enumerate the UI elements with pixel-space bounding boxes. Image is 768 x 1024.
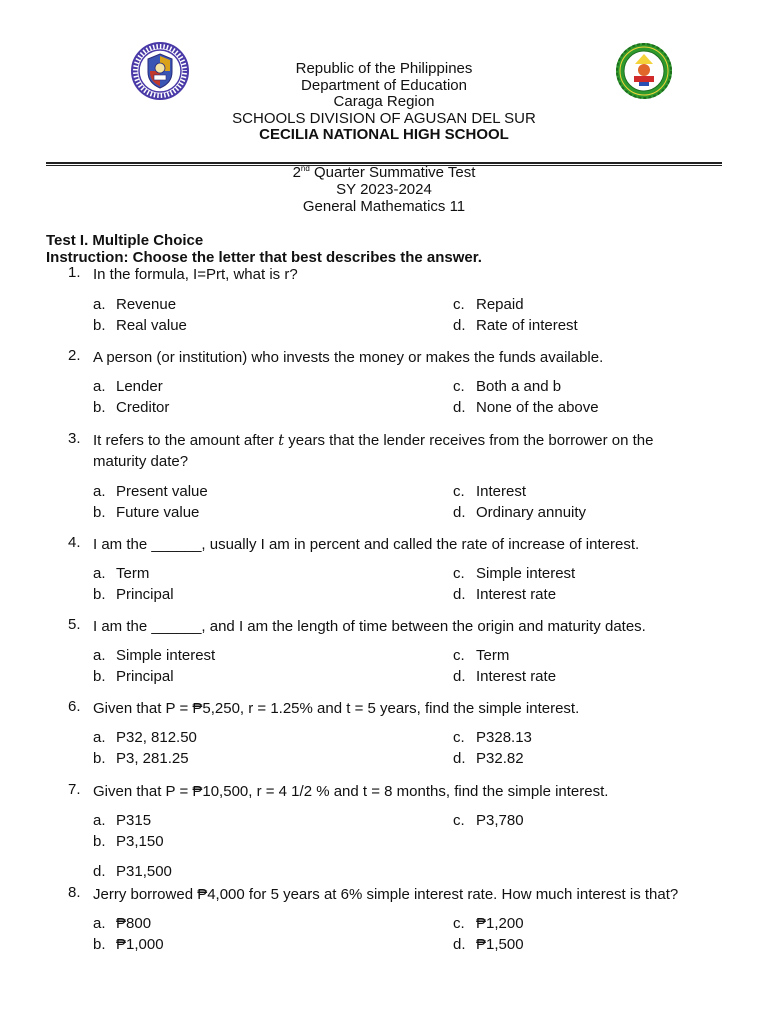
document-header bbox=[0, 61, 768, 144]
school-name: CECILIA NATIONAL HIGH SCHOOL bbox=[259, 126, 509, 143]
option-b: b. Real value bbox=[93, 317, 187, 334]
option-d: d. Interest rate bbox=[453, 668, 557, 685]
question-number: 4. bbox=[68, 534, 81, 551]
option-d: d. Rate of interest bbox=[453, 317, 578, 334]
option-b: b. P3, 281.25 bbox=[93, 750, 189, 767]
option-d: d. ₱1,500 bbox=[453, 936, 524, 953]
option-a: a. Term bbox=[93, 565, 150, 582]
question-text: Given that P = ₱10,500, r = 4 1/2 % and t = 8 months, find the simple interest. bbox=[93, 783, 609, 800]
question-number: 6. bbox=[68, 698, 81, 715]
option-b: b. Principal bbox=[93, 668, 174, 685]
option-d: d. Ordinary annuity bbox=[453, 504, 587, 521]
option-a: a. Revenue bbox=[93, 296, 177, 313]
department-line: Department of Education bbox=[301, 76, 467, 94]
variable-t: t bbox=[278, 431, 285, 449]
option-b: b. Creditor bbox=[93, 399, 170, 416]
option-b: b. ₱1,000 bbox=[93, 936, 164, 953]
division-line: SCHOOLS DIVISION OF AGUSAN DEL SUR bbox=[232, 109, 536, 127]
question-text: I am the ______, usually I am in percent and called the rate of increase of interest. bbox=[93, 536, 640, 553]
option-c: c. Repaid bbox=[453, 296, 524, 313]
option-a: a. P32, 812.50 bbox=[93, 729, 197, 746]
option-d: d. P32.82 bbox=[453, 750, 524, 767]
question-number: 7. bbox=[68, 781, 81, 798]
region-line: Caraga Region bbox=[333, 93, 435, 110]
question-number: 3. bbox=[68, 430, 81, 447]
question-text: In the formula, I=Prt, what is r? bbox=[93, 266, 298, 283]
section-instruction: Instruction: Choose the letter that best describes the answer. bbox=[46, 249, 482, 266]
option-a: a. Present value bbox=[93, 483, 208, 500]
question-text: It refers to the amount after t years that the lender receives from the borrower on the maturity date? bbox=[93, 431, 654, 470]
subject-title: General Mathematics 11 bbox=[302, 198, 466, 215]
test-title-block bbox=[0, 164, 768, 215]
question-number: 8. bbox=[68, 884, 81, 901]
option-c: c. Both a and b bbox=[453, 378, 562, 395]
option-d: d. P31,500 bbox=[93, 863, 172, 880]
option-c: c. Interest bbox=[453, 483, 527, 500]
option-b: b. Principal bbox=[93, 586, 174, 603]
question-text: A person (or institution) who invests the money or makes the funds available. bbox=[93, 349, 604, 366]
option-c: c. P3,780 bbox=[453, 812, 524, 829]
question-text: Jerry borrowed ₱4,000 for 5 years at 6% simple interest rate. How much interest is that? bbox=[93, 886, 679, 903]
option-b: b. P3,150 bbox=[93, 833, 164, 850]
republic-line: Republic of the Philippines bbox=[295, 60, 473, 77]
option-c: c. ₱1,200 bbox=[453, 915, 524, 932]
test-title: 2nd Quarter Summative Test bbox=[292, 164, 476, 181]
option-a: a. ₱800 bbox=[93, 915, 152, 932]
option-b: b. Future value bbox=[93, 504, 200, 521]
option-d: d. None of the above bbox=[453, 399, 599, 416]
question-text: Given that P = ₱5,250, r = 1.25% and t = 5 years, find the simple interest. bbox=[93, 700, 580, 717]
section-heading bbox=[46, 232, 482, 266]
question-text: I am the ______, and I am the length of time between the origin and maturity dates. bbox=[93, 618, 646, 635]
option-a: a. P315 bbox=[93, 812, 152, 829]
school-year: SY 2023-2024 bbox=[336, 181, 432, 198]
section-title: Test I. Multiple Choice bbox=[46, 232, 204, 249]
option-c: c. Simple interest bbox=[453, 565, 576, 582]
option-d: d. Interest rate bbox=[453, 586, 557, 603]
option-c: c. P328.13 bbox=[453, 729, 532, 746]
option-c: c. Term bbox=[453, 647, 510, 664]
option-a: a. Lender bbox=[93, 378, 163, 395]
question-number: 2. bbox=[68, 347, 81, 364]
question-number: 1. bbox=[68, 264, 81, 281]
option-a: a. Simple interest bbox=[93, 647, 216, 664]
question-number: 5. bbox=[68, 616, 81, 633]
